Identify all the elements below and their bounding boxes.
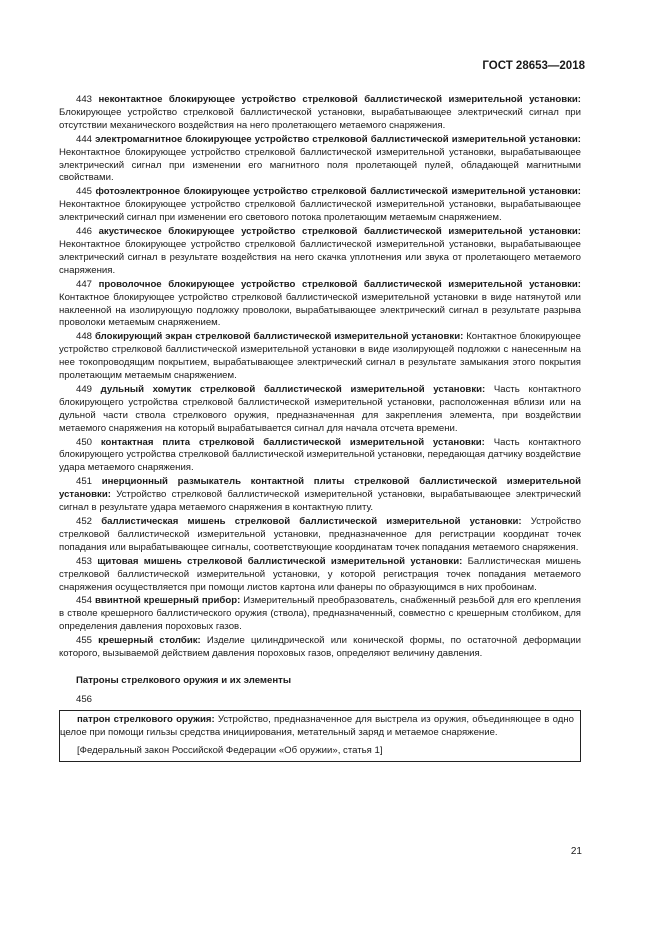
term-definition: Контактное блокирующее устройство стрелковой баллистической измерительной установки в виде натянутой или наклеенной на изолирующую подложку проволоки, вырабатывающее электрический сигнал в результате разрыва проволоки метаемым снаряжением. <box>59 291 581 329</box>
term-number: 455 <box>76 635 93 647</box>
term-number: 446 <box>76 226 93 238</box>
term-title: проволочное блокирующее устройство стрелковой баллистической измерительной установки: <box>98 278 581 290</box>
term-title: крешерный столбик: <box>98 635 201 647</box>
term-definition: Изделие цилиндрической или конической формы, по остаточной деформации которого, вызываемой действием давления пороховых газов, определяют величину давления. <box>59 635 582 660</box>
term-title: дульный хомутик стрелковой баллистической измерительной установки: <box>100 383 486 395</box>
term-number: 450 <box>76 436 93 448</box>
term-title: щитовая мишень стрелковой баллистической измерительной установки: <box>97 555 463 567</box>
boxed-term-entry <box>60 714 574 740</box>
term-entry <box>59 94 581 133</box>
boxed-source-reference: [Федеральный закон Российской Федерации «Об оружии», статья 1] <box>77 744 383 756</box>
term-number: 445 <box>76 186 93 198</box>
term-definition: Устройство стрелковой баллистической измерительной установки, вырабатывающее электрический сигнал в результате удара метаемого снаряжения в контактную плиту. <box>59 489 581 514</box>
term-entry <box>59 595 581 634</box>
term-title: блокирующий экран стрелковой баллистической измерительной установки: <box>94 331 464 343</box>
term-number: 449 <box>76 383 93 395</box>
term-number: 447 <box>76 278 93 290</box>
term-entry <box>59 186 581 225</box>
term-number: 451 <box>76 476 93 488</box>
term-entry <box>59 556 581 595</box>
section-title: Патроны стрелкового оружия и их элементы <box>76 674 292 686</box>
term-number: 452 <box>76 516 93 527</box>
entry-number-456: 456 <box>76 693 93 705</box>
term-definition: Баллистическая мишень стрелковой баллистической измерительной установки, у которой регистрация точек попадания метаемого снаряжения осуществляется при помощи листов картона или фанеры по образующимся в них пробоинам. <box>59 555 581 593</box>
term-number: 444 <box>76 133 93 145</box>
term-entry <box>59 134 581 186</box>
term-definition: Блокирующее устройство стрелковой баллистической установки, вырабатывающее электрический сигнал при отсутствии механического воздействия на него пролетающего метаемого снаряжения. <box>59 106 581 131</box>
boxed-definition <box>59 710 581 762</box>
terms-list <box>59 94 581 661</box>
term-title: ввинтной крешерный прибор: <box>95 595 241 607</box>
term-number: 448 <box>76 331 93 343</box>
term-definition: Неконтактное блокирующее устройство стрелковой баллистической измерительной установки, вырабатывающее электрический сигнал при изменении его магнитного поля пролетающей пулей, обладающей магнитными свойствами. <box>59 146 581 184</box>
term-definition: Неконтактное блокирующее устройство стрелковой баллистической измерительной установки, вырабатывающее электрический сигнал при изменении его светового потока пролетающим метаемым снаряжением. <box>59 199 581 224</box>
term-entry <box>59 226 581 278</box>
term-title: акустическое блокирующее устройство стрелковой баллистической измерительной установки: <box>98 226 581 238</box>
term-title: контактная плита стрелковой баллистической измерительной установки: <box>100 436 485 448</box>
page-number: 21 <box>570 846 582 857</box>
document-code-header: ГОСТ 28653—2018 <box>482 60 585 72</box>
term-title: фотоэлектронное блокирующее устройство стрелковой баллистической измерительной установки: <box>95 186 581 198</box>
boxed-term-definition: Устройство, предназначенное для выстрела из оружия, объединяющее в одно целое при помощи гильзы средства инициирования, метательный заряд и метаемое снаряжение. <box>60 713 574 738</box>
term-number: 453 <box>76 555 93 567</box>
term-definition: Неконтактное блокирующее устройство стрелковой баллистической измерительной установки, вырабатывающее электрический сигнал в результате воздействия на него скачка уплотнения или звука от пролетающего метаемого снаряжения. <box>59 238 581 276</box>
term-definition: Часть контактного блокирующего устройства стрелковой баллистической измерительной установки, расположенная вблизи или на дульной части ствола стрелкового оружия, предназначенная для закрепления элемента, при воздействии метаемого снаряжения на который вырабатывается сигнал для начала отсчета времени. <box>59 383 581 434</box>
terms-content <box>59 94 581 762</box>
boxed-term: патрон стрелкового оружия: <box>77 713 215 725</box>
term-title: инерционный размыкатель контактной плиты стрелковой баллистической измерительной установки: <box>59 476 581 501</box>
term-definition: Устройство стрелковой баллистической измерительной установки, предназначенное для регистрации координат точек попадания или вырабатывающее сигналы, соответствующие координатам точек попадания метаемого снаряжения. <box>59 516 581 553</box>
term-title: электромагнитное блокирующее устройство стрелковой баллистической измерительной установки: <box>95 133 581 145</box>
term-number: 454 <box>76 595 93 607</box>
term-entry <box>59 635 581 661</box>
term-entry <box>59 384 581 436</box>
term-number: 443 <box>76 94 93 105</box>
term-entry <box>59 476 581 515</box>
term-entry <box>59 437 581 476</box>
term-definition: Часть контактного блокирующего устройства стрелковой баллистической измерительной установки, передающая датчику воздействие удара метаемого снаряжения. <box>59 436 582 474</box>
term-title: неконтактное блокирующее устройство стрелковой баллистической измерительной установки: <box>98 94 581 105</box>
term-definition: Измерительный преобразователь, снабженный резьбой для его крепления в стволе крешерного баллистического оружия (ствола), предназначенный, совместно с крешерным столбиком, для определения давления пороховых газов. <box>59 595 581 633</box>
term-title: баллистическая мишень стрелковой баллистической измерительной установки: <box>101 516 522 527</box>
term-entry <box>59 331 581 383</box>
term-definition: Контактное блокирующее устройство стрелковой баллистической измерительной установки в виде изолирующей подложки с нанесенным на нее токопроводящим покрытием, вырабатывающее электрический сигнал в результате замыкания этого покрытия пролетающим метаемым снаряжением. <box>59 331 581 382</box>
term-entry <box>59 516 581 555</box>
term-entry <box>59 279 581 331</box>
